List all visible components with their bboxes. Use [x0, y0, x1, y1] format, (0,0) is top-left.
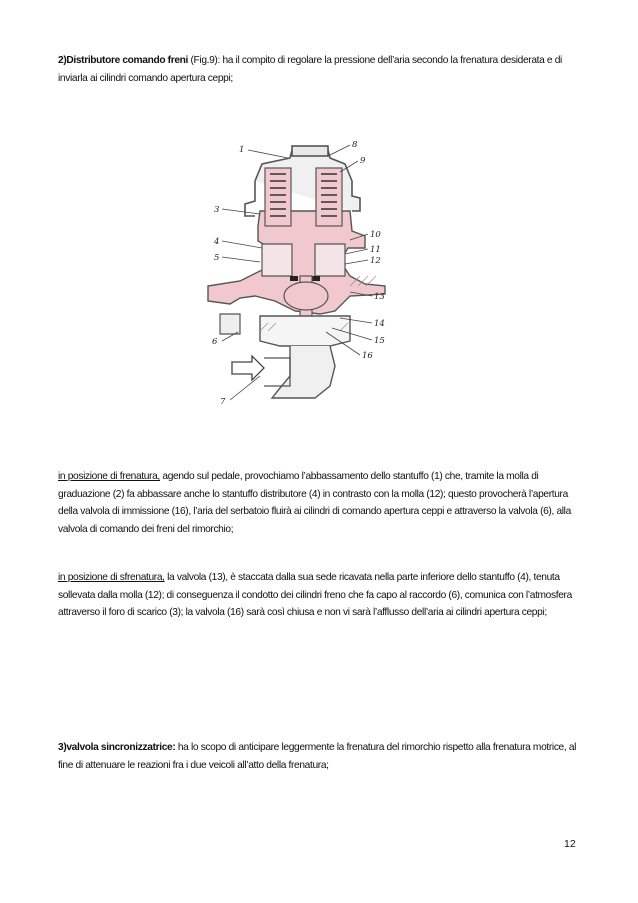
release-paragraph — [58, 569, 578, 622]
braking-lead: in posizione di frenatura, — [58, 471, 160, 482]
release-lead: in posizione di sfrenatura, — [58, 572, 165, 583]
section-2-heading: 2)Distributore comando freni — [58, 55, 189, 66]
figure-label: 12 — [370, 256, 381, 266]
figure-label: 8 — [352, 140, 358, 150]
figure-label: 16 — [362, 351, 373, 361]
brake-distributor-diagram — [200, 136, 405, 406]
braking-paragraph — [58, 468, 578, 538]
figure-label: 15 — [374, 336, 385, 346]
figure-label: 10 — [370, 230, 381, 240]
release-body: la valvola (13), è staccata dalla sua sede ricavata nella parte inferiore dello stantuffo (4), tenuta sollevata dalla molla (12); di conseguenza il condotto dei cilindri freno che fa capo al raccordo (6), comunica con l’atmosfera attraverso il foro di scarico (3); la valvola (16) sarà così chiusa e non vi sarà l’afflusso dell’aria ai cilindri apertura ceppi; — [58, 572, 572, 618]
figure-label: 9 — [360, 156, 366, 166]
section-3-paragraph — [58, 739, 578, 774]
page-number: 12 — [564, 838, 576, 850]
figure-label: 3 — [214, 205, 220, 215]
section-3-body: ha lo scopo di anticipare leggermente la frenatura del rimorchio rispetto alla frenatura motrice, al fine di attenuare le reazioni fra i due veicoli all’atto della frenatura; — [58, 742, 577, 771]
figure-label: 13 — [374, 292, 385, 302]
braking-body: agendo sul pedale, provochiamo l’abbassamento dello stantuffo (1) che, tramite la molla di graduazione (2) fa abbassare anche lo stantuffo distributore (4) in contrasto con la molla (12); questo provocherà l’apertura della valvola di immissione (16), l’aria del serbatoio fluirà ai cilindri di comando apertura ceppi e attraverso la valvola (6), alla valvola di comando dei freni del rimorchio; — [58, 471, 571, 535]
figure-label: 4 — [214, 237, 220, 247]
figure-label: 6 — [212, 337, 218, 347]
section-3-heading: 3)valvola sincronizzatrice: — [58, 742, 176, 753]
section-2-paragraph — [58, 52, 578, 87]
figure-label: 14 — [374, 319, 385, 329]
figure-label: 1 — [239, 145, 245, 155]
section-2-body: ha il compito di regolare la pressione dell’aria secondo la frenatura desiderata e di inviarla ai cilindri comando apertura ceppi; — [58, 55, 562, 84]
figure-label: 5 — [214, 253, 220, 263]
figure-label: 7 — [220, 397, 226, 406]
figure-reference: (Fig.9): — [188, 55, 220, 66]
figure-label: 11 — [370, 245, 381, 255]
